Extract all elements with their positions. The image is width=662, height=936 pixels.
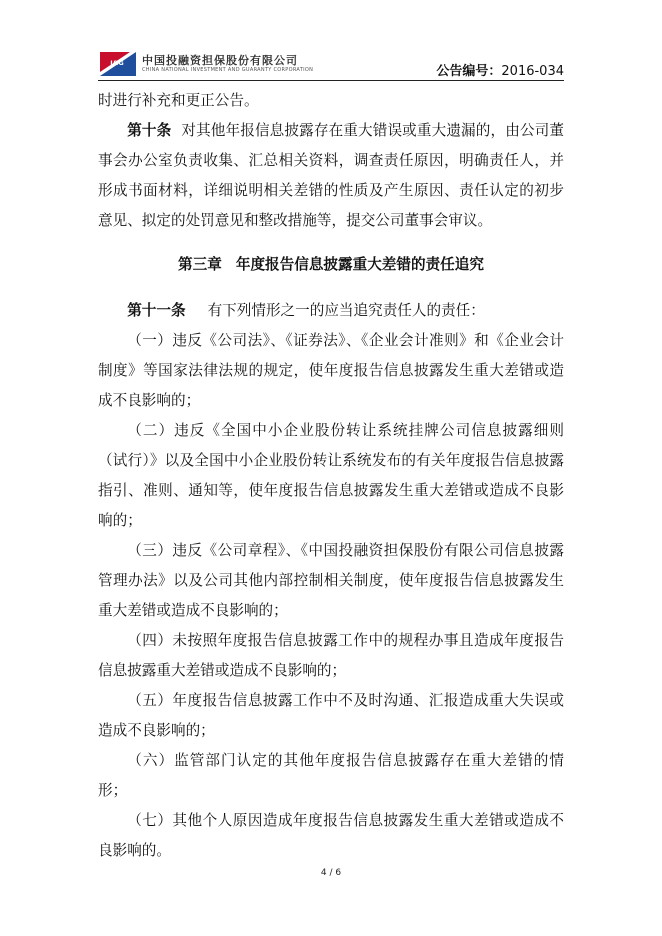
svg-text:I&G: I&G [110, 59, 124, 67]
header-divider [98, 80, 564, 81]
company-logo-icon [100, 52, 136, 76]
list-item: （七）其他个人原因造成年度报告信息披露发生重大差错或造成不良影响的。 [98, 812, 564, 859]
announcement-number-value: 2016-034 [501, 64, 564, 79]
announcement-number [436, 60, 564, 79]
article-11 [98, 296, 564, 326]
article-11-label: 第十一条 [127, 302, 186, 319]
list-item: （三）违反《公司章程》、《中国投融资担保股份有限公司信息披露管理办法》以及公司其他内部控制相关制度，使年度报告信息披露发生重大差错或造成不良影响的； [98, 542, 564, 619]
list-item: （五）年度报告信息披露工作中不及时沟通、汇报造成重大失误或造成不良影响的； [98, 692, 564, 739]
list-item: （四）未按照年度报告信息披露工作中的规程办事且造成年度报告信息披露重大差错或造成不良影响的； [98, 632, 564, 679]
page-header [98, 46, 564, 82]
chapter-title: 年度报告信息披露重大差错的责任追究 [235, 256, 484, 273]
article-11-text: 有下列情形之一的应当追究责任人的责任： [207, 302, 485, 319]
list-item: （一）违反《公司法》、《证券法》、《企业会计准则》和《企业会计制度》等国家法律法规的规定，使年度报告信息披露发生重大差错或造成不良影响的； [98, 332, 564, 409]
article-10-label: 第十条 [127, 122, 172, 139]
chapter-number: 第三章 [178, 256, 222, 273]
list-item: （六）监管部门认定的其他年度报告信息披露存在重大差错的情形； [98, 752, 564, 799]
continuation-paragraph: 时进行补充和更正公告。 [98, 92, 259, 109]
company-name-en: CHINA NATIONAL INVESTMENT AND GUARANTY CORPORATION [142, 67, 314, 73]
company-name-cn: 中国投融资担保股份有限公司 [142, 54, 298, 67]
article-10 [98, 116, 564, 236]
page-number: 4 / 6 [320, 868, 342, 878]
list-item: （二）违反《全国中小企业股份转让系统挂牌公司信息披露细则（试行）》以及全国中小企业股份转让系统发布的有关年度报告信息披露指引、准则、通知等，使年度报告信息披露发生重大差错或造成不良影响的； [98, 422, 564, 529]
announcement-number-label: 公告编号： [436, 64, 502, 79]
article-10-text: 对其他年报信息披露存在重大错误或重大遗漏的，由公司董事会办公室负责收集、汇总相关资料，调查责任原因，明确责任人，并形成书面材料，详细说明相关差错的性质及产生原因、责任认定的初步意见、拟定的处罚意见和整改措施等，提交公司董事会审议。 [98, 122, 564, 229]
chapter-heading [98, 250, 564, 280]
document-body [98, 86, 564, 866]
